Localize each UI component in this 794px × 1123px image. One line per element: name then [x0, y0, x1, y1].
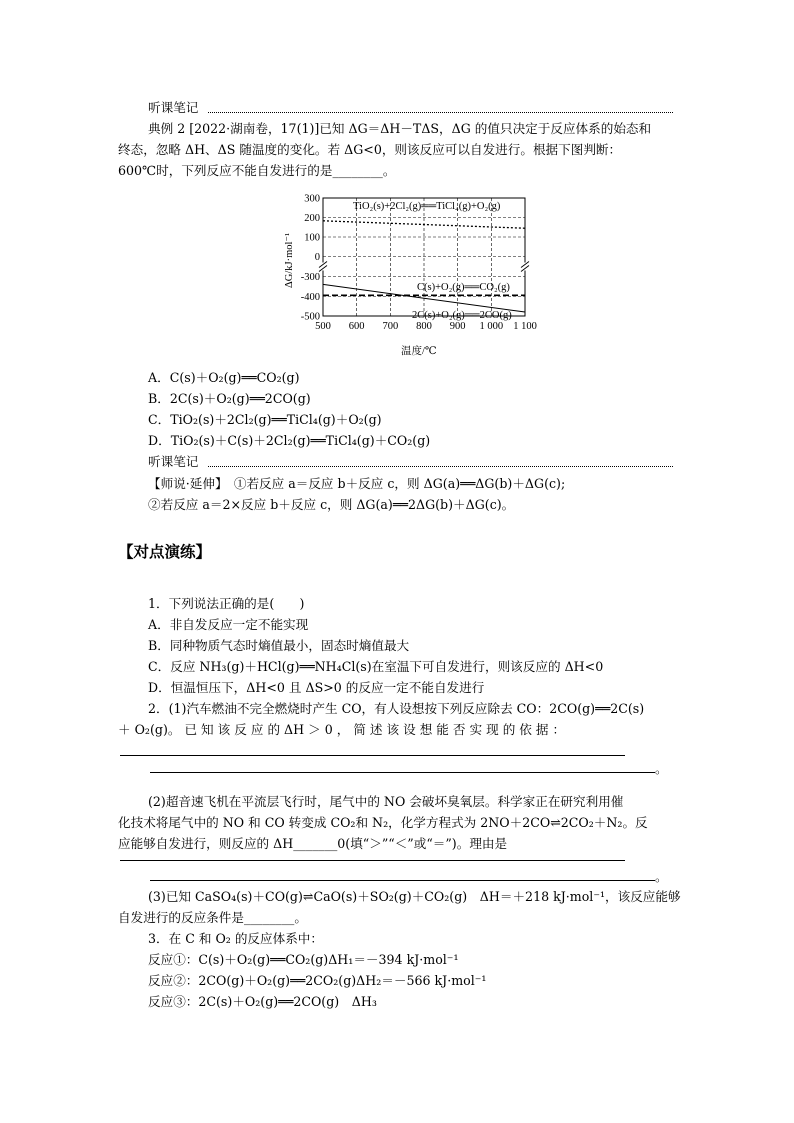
delta-g-temperature-chart [284, 188, 554, 358]
y-tick-label: 300 [304, 193, 320, 205]
q2-part2-answer-line-2[interactable] [150, 880, 655, 881]
q1-option-c: C．反应 NH₃(g)＋HCl(g)══NH₄Cl(s)在室温下可自发进行，则该反应的 ΔH<0 [148, 659, 604, 674]
series-label-c-co2: C(s)+O₂(g)══CO₂(g) [417, 282, 510, 293]
q2-part1-answer-line-2[interactable] [150, 772, 655, 773]
y-tick-label: 100 [304, 232, 320, 244]
x-tick-label: 1 100 [513, 321, 537, 332]
y-tick-label: 200 [304, 213, 320, 224]
q2-part1-line-1: 2．(1)汽车燃油不完全燃烧时产生 CO，有人设想按下列反应除去 CO：2CO(g)══2C(s) [148, 701, 645, 716]
q3-stem: 3．在 C 和 O₂ 的反应体系中： [148, 931, 323, 946]
example-line-1: 典例 2 [2022·湖南卷，17(1)]已知 ΔG＝ΔH－TΔS，ΔG 的值只决定于反应体系的始态和 [148, 121, 652, 136]
q1-option-d: D．恒温恒压下，ΔH<0 且 ΔS>0 的反应一定不能自发进行 [148, 680, 485, 695]
y-tick-label: 0 [314, 252, 320, 263]
q2-part2-line-1: (2)超音速飞机在平流层飞行时，尾气中的 NO 会破坏臭氧层。科学家正在研究利用催 [148, 794, 624, 809]
x-tick-label: 600 [348, 321, 365, 332]
q1-stem: 1．下列说法正确的是( ) [148, 596, 305, 611]
q1-option-a: A．非自发反应一定不能实现 [148, 617, 309, 632]
q2-part3-line-1: (3)已知 CaSO₄(s)＋CO(g)⇌CaO(s)＋SO₂(g)＋CO₂(g) ΔH＝＋218 kJ·mol⁻¹，该反应能够 [148, 889, 681, 904]
example-option-d: D．TiO₂(s)＋C(s)＋2Cl₂(g)══TiCl₄(g)＋CO₂(g) [148, 433, 431, 448]
q2-part1-line-2: ＋ O₂(g)。 已 知 该 反 应 的 ΔH ＞ 0 ， 简 述 该 设 想 能 否 实 现 的 依 据 ： [118, 722, 566, 737]
q3-reaction-3: 反应③：2C(s)＋O₂(g)══2CO(g) ΔH₃ [148, 994, 377, 1009]
example-line-2: 终态，忽略 ΔH、ΔS 随温度的变化。若 ΔG<0，则该反应可以自发进行。根据下图判断： [118, 142, 622, 157]
q3-reaction-2: 反应②：2CO(g)＋O₂(g)══2CO₂(g)ΔH₂＝－566 kJ·mol⁻¹ [148, 973, 487, 988]
notes-label-2: 听课笔记 [148, 454, 199, 469]
example-option-b: B．2C(s)＋O₂(g)══2CO(g) [148, 391, 311, 406]
example-line-3: 600℃时，下列反应不能自发进行的是________。 [118, 163, 396, 178]
series-label-tio2: TiO₂(s)+2Cl₂(g)══TiCl₄(g)+O₂(g) [353, 201, 501, 212]
x-tick-label: 1 000 [479, 321, 504, 332]
q2-part1-answer-line-1[interactable] [120, 755, 625, 756]
notes-label: 听课笔记 [148, 100, 199, 115]
example-option-a: A．C(s)＋O₂(g)══CO₂(g) [148, 370, 300, 385]
q2-part2-answer-line-1[interactable] [120, 860, 625, 861]
notes-dotted-line [208, 112, 673, 113]
q3-reaction-1: 反应①：C(s)＋O₂(g)══CO₂(g)ΔH₁＝－394 kJ·mol⁻¹ [148, 952, 459, 967]
y-tick-label: -300 [300, 272, 320, 283]
y-tick-label: -500 [300, 311, 320, 323]
x-tick-label: 500 [315, 321, 331, 332]
q2-part2-line-2: 化技术将尾气中的 NO 和 CO 转变成 CO₂和 N₂，化学方程式为 2NO＋2CO⇌2CO₂＋N₂。反 [118, 815, 648, 830]
y-axis-label: ΔG/kJ·mol⁻¹ [284, 232, 295, 288]
example-option-c: C．TiO₂(s)＋2Cl₂(g)══TiCl₄(g)＋O₂(g) [148, 412, 382, 427]
q2-part2-line-3: 应能够自发进行，则反应的 ΔH_______0(填“＞”“＜”或“＝”)。理由是 [118, 836, 508, 851]
section-title: 【对点演练】 [118, 543, 212, 561]
teacher-note-line-2: ②若反应 a＝2×反应 b＋反应 c，则 ΔG(a)══2ΔG(b)＋ΔG(c)。 [148, 497, 515, 512]
chart-series-labels [353, 201, 512, 321]
x-tick-label: 700 [382, 321, 399, 332]
q2-part2-period: 。 [655, 869, 668, 884]
q2-part3-line-2: 自发进行的反应条件是________。 [118, 910, 307, 925]
series-label-2c-2co: 2C(s)+O₂(g)══2CO(g) [412, 310, 512, 321]
notes-dotted-line-2 [208, 466, 673, 467]
x-tick-label: 800 [416, 321, 432, 332]
x-axis-label: 温度/℃ [401, 346, 437, 357]
x-tick-label: 900 [449, 321, 466, 332]
series-line-1 [323, 221, 525, 228]
q1-option-b: B．同种物质气态时熵值最小，固态时熵值最大 [148, 638, 410, 653]
y-tick-label: -400 [300, 291, 320, 303]
teacher-note-line-1: 【师说·延伸】 ①若反应 a＝反应 b＋反应 c，则 ΔG(a)══ΔG(b)＋ΔG(c); [148, 476, 566, 491]
q2-part1-period: 。 [655, 761, 668, 776]
